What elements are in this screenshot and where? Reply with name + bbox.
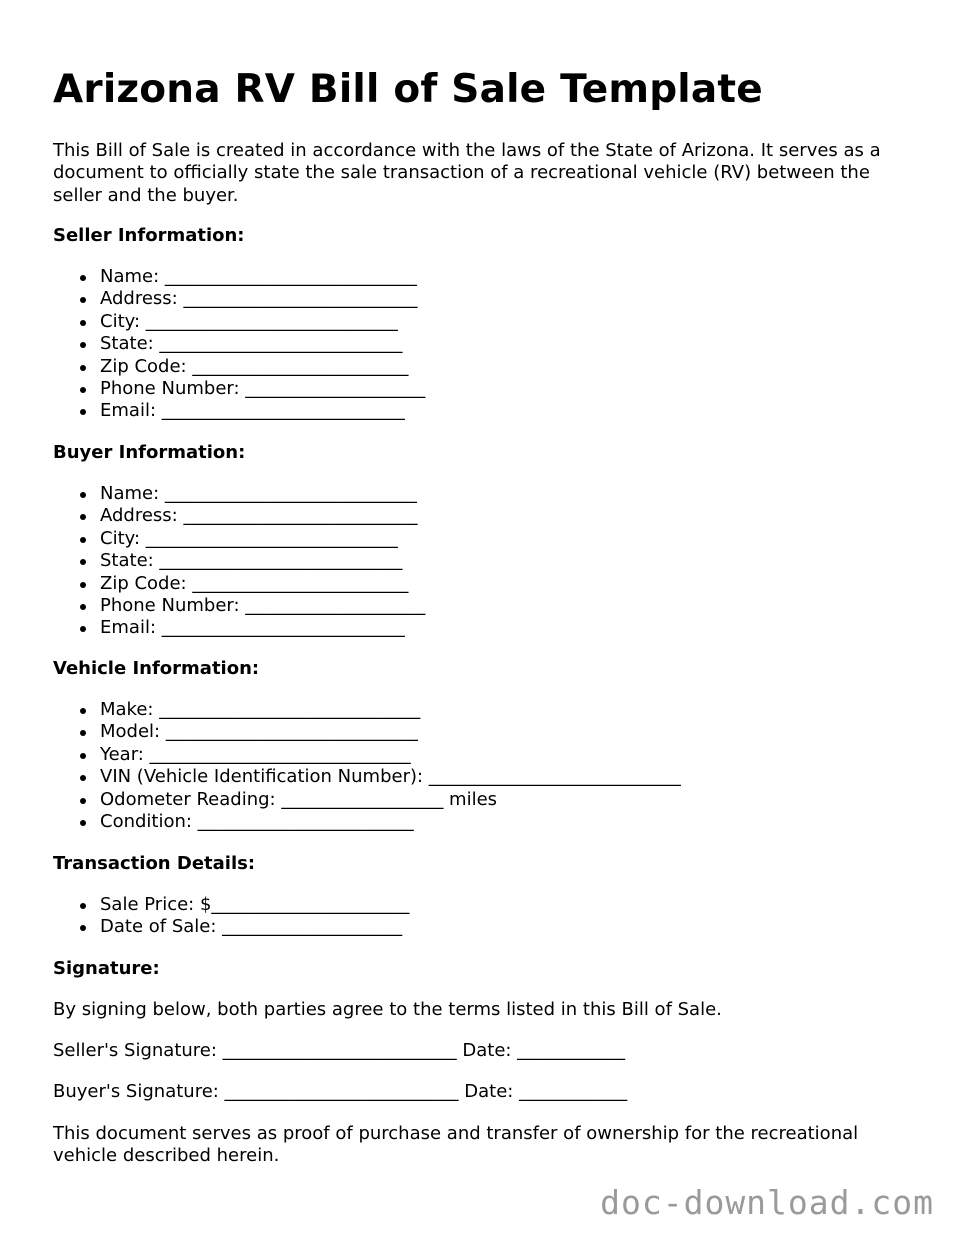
list-item: Zip Code: ________________________ <box>53 356 425 378</box>
list-item: Odometer Reading: __________________ miles <box>53 789 681 811</box>
list-item: Year: _____________________________ <box>53 744 681 766</box>
seller-fields <box>53 266 425 423</box>
buyer-fields <box>53 483 425 640</box>
watermark: doc-download.com <box>600 1183 934 1222</box>
list-item: State: ___________________________ <box>53 550 425 572</box>
document-title: Arizona RV Bill of Sale Template <box>53 67 763 112</box>
list-item: Condition: ________________________ <box>53 811 681 833</box>
intro-paragraph: This Bill of Sale is created in accordance with the laws of the State of Arizona. It serves as a document to officially state the sale transaction of a recreational vehicle (RV) between the seller and the buyer. <box>53 140 881 206</box>
list-item: Address: __________________________ <box>53 505 425 527</box>
list-item: Email: ___________________________ <box>53 617 425 639</box>
list-item: Make: _____________________________ <box>53 699 681 721</box>
vehicle-heading: Vehicle Information: <box>53 658 260 679</box>
list-item: Name: ____________________________ <box>53 266 425 288</box>
buyer-heading: Buyer Information: <box>53 442 246 463</box>
list-item: Zip Code: ________________________ <box>53 573 425 595</box>
signature-statement: By signing below, both parties agree to the terms listed in this Bill of Sale. <box>53 999 722 1020</box>
list-item: Phone Number: ____________________ <box>53 595 425 617</box>
list-item: Email: ___________________________ <box>53 400 425 422</box>
closing-paragraph: This document serves as proof of purchase and transfer of ownership for the recreational vehicle described herein. <box>53 1123 859 1167</box>
list-item: Model: ____________________________ <box>53 721 681 743</box>
list-item: VIN (Vehicle Identification Number): ____________________________ <box>53 766 681 788</box>
list-item: Sale Price: $______________________ <box>53 894 409 916</box>
list-item: Phone Number: ____________________ <box>53 378 425 400</box>
list-item: State: ___________________________ <box>53 333 425 355</box>
transaction-heading: Transaction Details: <box>53 853 256 874</box>
list-item: Name: ____________________________ <box>53 483 425 505</box>
seller-signature-line: Seller's Signature: __________________________ Date: ____________ <box>53 1040 626 1061</box>
buyer-signature-line: Buyer's Signature: __________________________ Date: ____________ <box>53 1081 628 1102</box>
list-item: City: ____________________________ <box>53 528 425 550</box>
vehicle-fields <box>53 699 681 833</box>
list-item: City: ____________________________ <box>53 311 425 333</box>
transaction-fields <box>53 894 409 939</box>
list-item: Address: __________________________ <box>53 288 425 310</box>
signature-heading: Signature: <box>53 958 160 979</box>
list-item: Date of Sale: ____________________ <box>53 916 409 938</box>
seller-heading: Seller Information: <box>53 225 245 246</box>
